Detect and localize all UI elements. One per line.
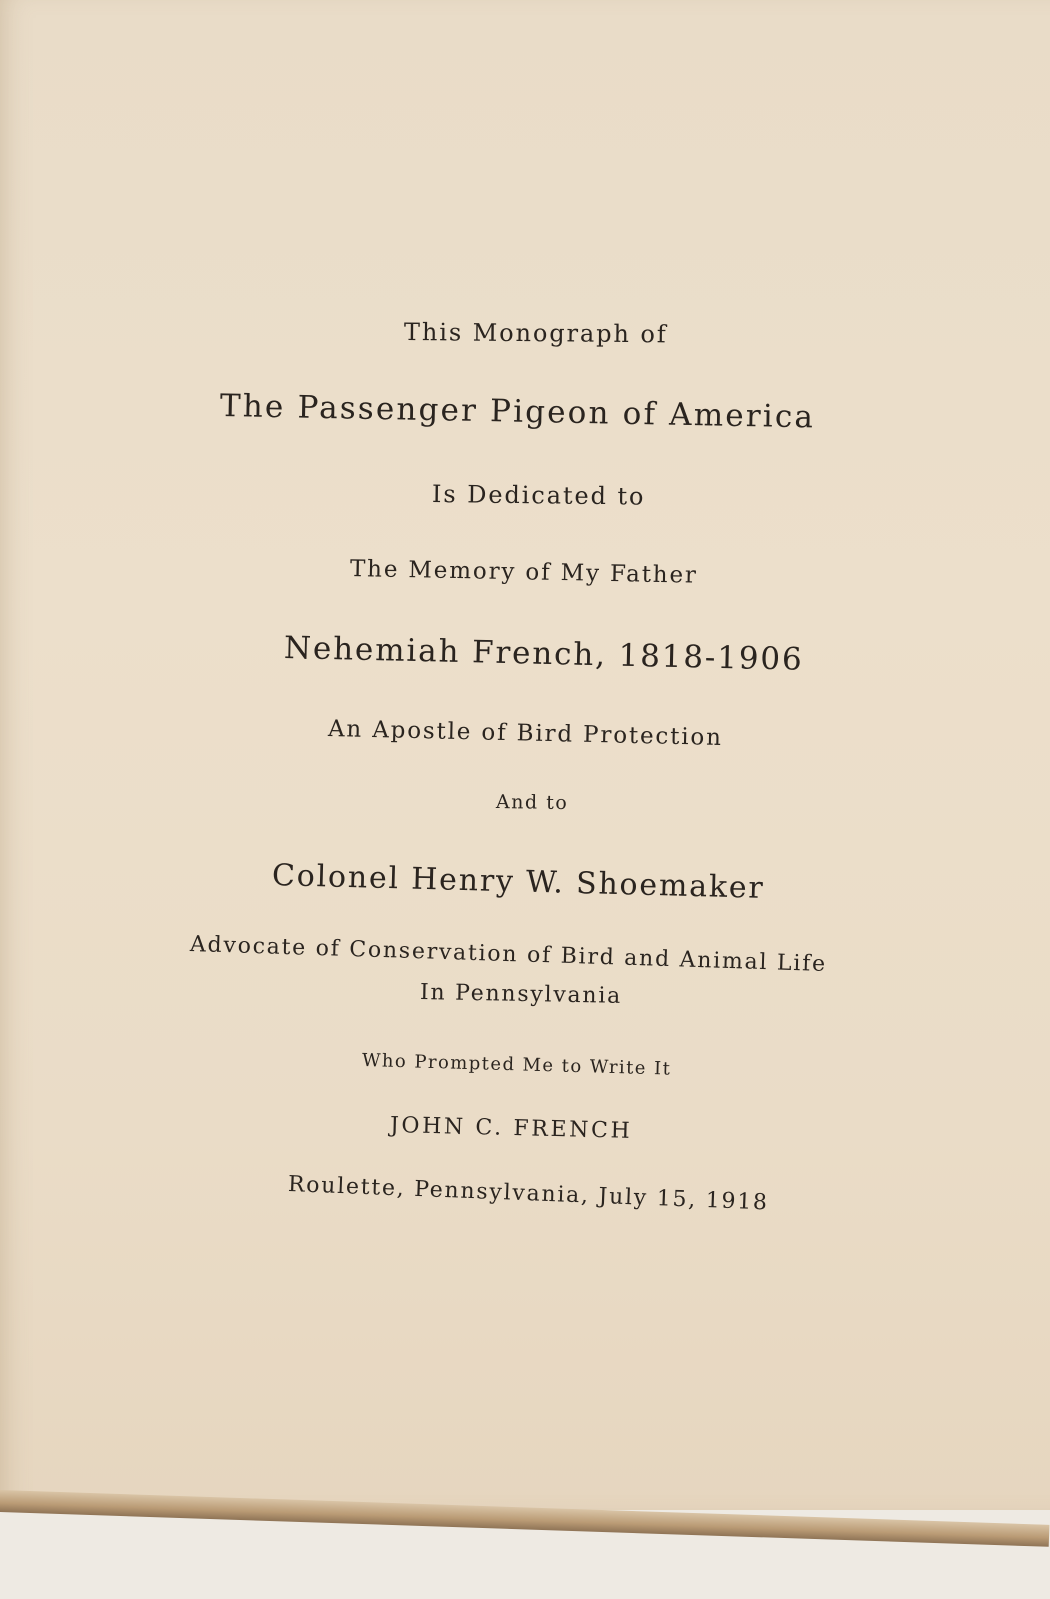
dedication-line-prompted: Who Prompted Me to Write It	[361, 1050, 672, 1080]
dedication-line-memory: The Memory of My Father	[349, 556, 698, 589]
dedicatee-colonel: Colonel Henry W. Shoemaker	[271, 858, 765, 906]
dedicatee-father: Nehemiah French, 1818-1906	[283, 630, 804, 678]
dedication-line-monograph: This Monograph of	[403, 318, 668, 349]
book-title: The Passenger Pigeon of America	[219, 388, 816, 436]
dedication-line-dedicated: Is Dedicated to	[431, 480, 646, 511]
place-and-date: Roulette, Pennsylvania, July 15, 1918	[287, 1172, 770, 1216]
dedicatee-father-description: An Apostle of Bird Protection	[327, 716, 724, 751]
author-name: JOHN C. FRENCH	[389, 1113, 633, 1144]
dedicatee-colonel-description: Advocate of Conservation of Bird and Animal Life	[189, 932, 828, 978]
dedicatee-colonel-location: In Pennsylvania	[419, 980, 623, 1009]
dedication-line-and-to: And to	[495, 791, 569, 815]
